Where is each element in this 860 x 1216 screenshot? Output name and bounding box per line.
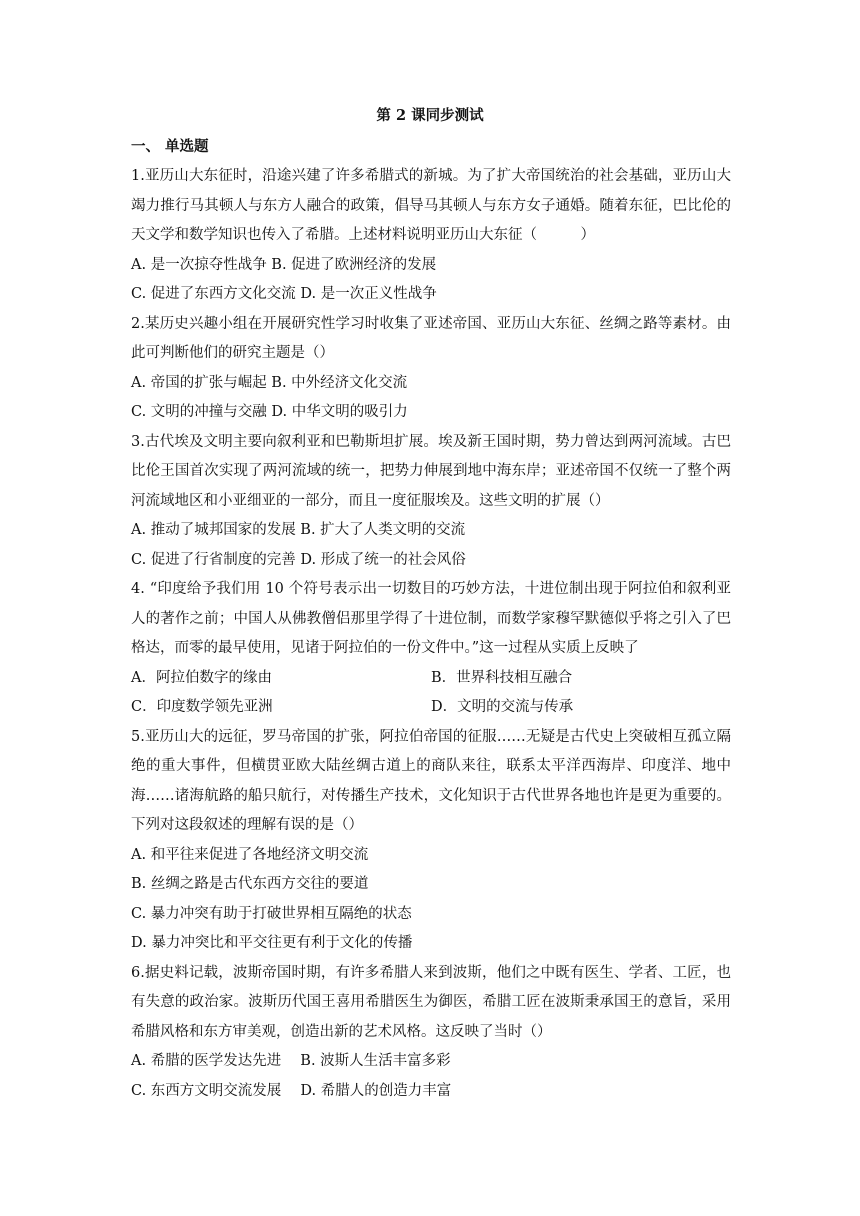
option-line: C. 促进了行省制度的完善 D. 形成了统一的社会风俗 bbox=[131, 551, 466, 568]
option-line: C. 文明的冲撞与交融 D. 中华文明的吸引力 bbox=[131, 404, 408, 420]
option-a: A．阿拉伯数字的缘由 bbox=[131, 669, 272, 686]
question-stem: 6.据史料记载，波斯帝国时期，有许多希腊人来到波斯，他们之中既有医生、学者、工匠，也有失意的政治家。波斯历代国王喜用希腊医生为御医，希腊工匠在波斯秉承国王的意旨，采用希腊风格和东方审美观，创造出新的艺术风格。这反映了当时（） bbox=[131, 964, 731, 1040]
question bbox=[131, 428, 731, 576]
page-title: 第 2 课同步测试 bbox=[376, 107, 484, 124]
question-list bbox=[131, 162, 731, 1106]
option-b: B．世界科技相互融合 bbox=[431, 669, 573, 686]
question-stem: 5.亚历山大的远征，罗马帝国的扩张，阿拉伯帝国的征服……无疑是古代史上突破相互孤立隔绝的重大事件，但横贯亚欧大陆丝绸古道上的商队来往，联系太平洋西海岸、印度洋、地中海……诸海航路的船只航行，对传播生产技术，文化知识于古代世界各地也许是更为重要的。下列对这段叙述的理解有误的是（） bbox=[131, 728, 731, 833]
option-line: C. 暴力冲突有助于打破世界相互隔绝的状态 bbox=[131, 905, 412, 922]
question bbox=[131, 959, 731, 1107]
option-line: B. 丝绸之路是古代东西方交往的要道 bbox=[131, 876, 369, 892]
option-line: A. 帝国的扩张与崛起 B. 中外经济文化交流 bbox=[131, 374, 408, 391]
option-d: D．文明的交流与传承 bbox=[431, 699, 574, 715]
option-line: A. 和平往来促进了各地经济文明交流 bbox=[131, 846, 369, 863]
option-row bbox=[131, 693, 731, 723]
option-row bbox=[131, 664, 731, 694]
option-line: C. 促进了东西方文化交流 D. 是一次正义性战争 bbox=[131, 286, 437, 302]
question bbox=[131, 162, 731, 310]
question bbox=[131, 723, 731, 959]
question-stem: 2.某历史兴趣小组在开展研究性学习时收集了亚述帝国、亚历山大东征、丝绸之路等素材。由此可判断他们的研究主题是（） bbox=[131, 315, 731, 361]
question-stem: 4. “印度给予我们用 10 个符号表示出一切数目的巧妙方法，十进位制出现于阿拉伯和叙利亚人的著作之前；中国人从佛教僧侣那里学得了十进位制，而数学家穆罕默德似乎将之引入了巴格达，而零的最早使用，见诸于阿拉伯的一份文件中。”这一过程从实质上反映了 bbox=[131, 581, 731, 656]
section-heading: 一、 单选题 bbox=[131, 138, 209, 155]
option-line: D. 暴力冲突比和平交往更有利于文化的传播 bbox=[131, 935, 413, 951]
question bbox=[131, 310, 731, 428]
option-line: C. 东西方文明交流发展 D. 希腊人的创造力丰富 bbox=[131, 1082, 452, 1099]
option-c: C．印度数学领先亚洲 bbox=[131, 699, 273, 715]
question bbox=[131, 575, 731, 723]
question-stem: 3.古代埃及文明主要向叙利亚和巴勒斯坦扩展。埃及新王国时期，势力曾达到两河流域。古巴比伦王国首次实现了两河流域的统一，把势力伸展到地中海东岸；亚述帝国不仅统一了整个两河流域地区和小亚细亚的一部分，而且一度征服埃及。这些文明的扩展（） bbox=[131, 433, 731, 509]
option-line: A. 希腊的医学发达先进 B. 波斯人生活丰富多彩 bbox=[131, 1053, 451, 1069]
question-stem: 1.亚历山大东征时，沿途兴建了许多希腊式的新城。为了扩大帝国统治的社会基础，亚历山大竭力推行马其顿人与东方人融合的政策，倡导马其顿人与东方女子通婚。随着东征，巴比伦的天文学和数学知识也传入了希腊。上述材料说明亚历山大东征（ ） bbox=[131, 168, 731, 243]
option-line: A. 是一次掠夺性战争 B. 促进了欧洲经济的发展 bbox=[131, 256, 437, 273]
option-line: A. 推动了城邦国家的发展 B. 扩大了人类文明的交流 bbox=[131, 522, 466, 538]
